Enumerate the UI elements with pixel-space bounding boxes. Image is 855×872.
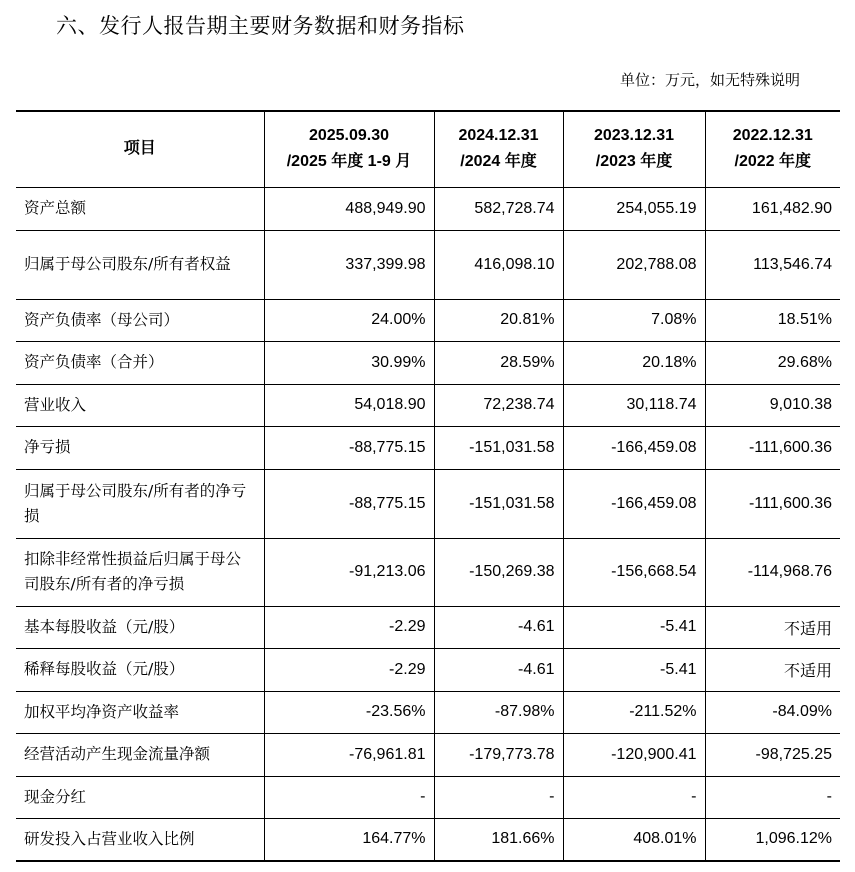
table-row — [16, 469, 840, 538]
header-period-label: /2022 年度 — [734, 153, 811, 171]
cell-value: 1,096.12% — [705, 818, 840, 861]
row-label: 基本每股收益（元/股） — [16, 606, 264, 648]
row-label: 扣除非经常性损益后归属于母公司股东/所有者的净亏损 — [16, 538, 264, 606]
row-label: 归属于母公司股东/所有者权益 — [16, 230, 264, 299]
row-label: 资产负债率（合并） — [16, 341, 264, 384]
cell-value: -98,725.25 — [705, 733, 840, 776]
cell-value: -23.56% — [264, 691, 434, 733]
cell-value: -2.29 — [264, 606, 434, 648]
cell-value: 29.68% — [705, 341, 840, 384]
cell-value: 54,018.90 — [264, 384, 434, 426]
cell-value: 161,482.90 — [705, 187, 840, 230]
row-label: 稀释每股收益（元/股） — [16, 648, 264, 691]
cell-value: -4.61 — [434, 648, 563, 691]
cell-value: -151,031.58 — [434, 469, 563, 538]
cell-value: 202,788.08 — [563, 230, 705, 299]
cell-value: - — [264, 776, 434, 818]
row-label: 资产总额 — [16, 187, 264, 230]
table-row — [16, 648, 840, 691]
header-row — [16, 111, 840, 187]
cell-value: 582,728.74 — [434, 187, 563, 230]
table-row — [16, 426, 840, 469]
table-row — [16, 384, 840, 426]
cell-value: 18.51% — [705, 299, 840, 341]
header-period-date: 2022.12.31 — [732, 127, 813, 145]
header-period-date: 2024.12.31 — [458, 127, 539, 145]
header-period-label: /2024 年度 — [460, 153, 537, 171]
header-period-2022 — [705, 111, 840, 187]
cell-value: -84.09% — [705, 691, 840, 733]
header-period-label: /2023 年度 — [595, 153, 673, 171]
cell-value: - — [563, 776, 705, 818]
cell-value: -76,961.81 — [264, 733, 434, 776]
cell-value: -179,773.78 — [434, 733, 563, 776]
cell-value: -150,269.38 — [434, 538, 563, 606]
unit-note: 单位：万元，如无特殊说明 — [619, 71, 800, 89]
cell-value: 24.00% — [264, 299, 434, 341]
cell-value: -88,775.15 — [264, 469, 434, 538]
row-label: 现金分红 — [16, 776, 264, 818]
cell-value: -156,668.54 — [563, 538, 705, 606]
cell-value: -87.98% — [434, 691, 563, 733]
header-period-label: /2025 年度 1-9 月 — [286, 153, 412, 171]
header-period-date: 2023.12.31 — [593, 127, 675, 145]
cell-value: -5.41 — [563, 606, 705, 648]
cell-value: -111,600.36 — [705, 469, 840, 538]
table-row — [16, 818, 840, 861]
page-title: 六、发行人报告期主要财务数据和财务指标 — [56, 14, 465, 38]
table-row — [16, 733, 840, 776]
cell-value: 不适用 — [705, 648, 840, 691]
cell-value: -120,900.41 — [563, 733, 705, 776]
cell-value: 113,546.74 — [705, 230, 840, 299]
row-label: 资产负债率（母公司） — [16, 299, 264, 341]
cell-value: -166,459.08 — [563, 469, 705, 538]
row-label: 归属于母公司股东/所有者的净亏损 — [16, 469, 264, 538]
table-row — [16, 538, 840, 606]
cell-value: -166,459.08 — [563, 426, 705, 469]
cell-value: -2.29 — [264, 648, 434, 691]
table-row — [16, 691, 840, 733]
cell-value: 164.77% — [264, 818, 434, 861]
table-row — [16, 776, 840, 818]
header-period-2023 — [563, 111, 705, 187]
header-period-2024 — [434, 111, 563, 187]
row-label: 经营活动产生现金流量净额 — [16, 733, 264, 776]
row-label: 净亏损 — [16, 426, 264, 469]
cell-value: 408.01% — [563, 818, 705, 861]
table-row — [16, 187, 840, 230]
cell-value: 416,098.10 — [434, 230, 563, 299]
cell-value: -5.41 — [563, 648, 705, 691]
cell-value: 488,949.90 — [264, 187, 434, 230]
cell-value: - — [434, 776, 563, 818]
cell-value: -4.61 — [434, 606, 563, 648]
cell-value: 20.18% — [563, 341, 705, 384]
cell-value: 72,238.74 — [434, 384, 563, 426]
cell-value: -111,600.36 — [705, 426, 840, 469]
table-row — [16, 299, 840, 341]
cell-value: -88,775.15 — [264, 426, 434, 469]
cell-value: 7.08% — [563, 299, 705, 341]
cell-value: 不适用 — [705, 606, 840, 648]
table-body — [16, 187, 840, 861]
cell-value: -91,213.06 — [264, 538, 434, 606]
table-header — [16, 111, 840, 187]
cell-value: 30,118.74 — [563, 384, 705, 426]
header-item: 项目 — [16, 111, 264, 187]
cell-value: 30.99% — [264, 341, 434, 384]
cell-value: - — [705, 776, 840, 818]
cell-value: 28.59% — [434, 341, 563, 384]
cell-value: 20.81% — [434, 299, 563, 341]
header-period-date: 2025.09.30 — [308, 127, 390, 145]
row-label: 研发投入占营业收入比例 — [16, 818, 264, 861]
cell-value: 181.66% — [434, 818, 563, 861]
table-row — [16, 606, 840, 648]
cell-value: 9,010.38 — [705, 384, 840, 426]
row-label: 加权平均净资产收益率 — [16, 691, 264, 733]
cell-value: -151,031.58 — [434, 426, 563, 469]
cell-value: 254,055.19 — [563, 187, 705, 230]
table-row — [16, 341, 840, 384]
header-period-2025 — [264, 111, 434, 187]
table-row — [16, 230, 840, 299]
row-label: 营业收入 — [16, 384, 264, 426]
cell-value: -211.52% — [563, 691, 705, 733]
cell-value: -114,968.76 — [705, 538, 840, 606]
cell-value: 337,399.98 — [264, 230, 434, 299]
financial-table — [16, 110, 840, 862]
